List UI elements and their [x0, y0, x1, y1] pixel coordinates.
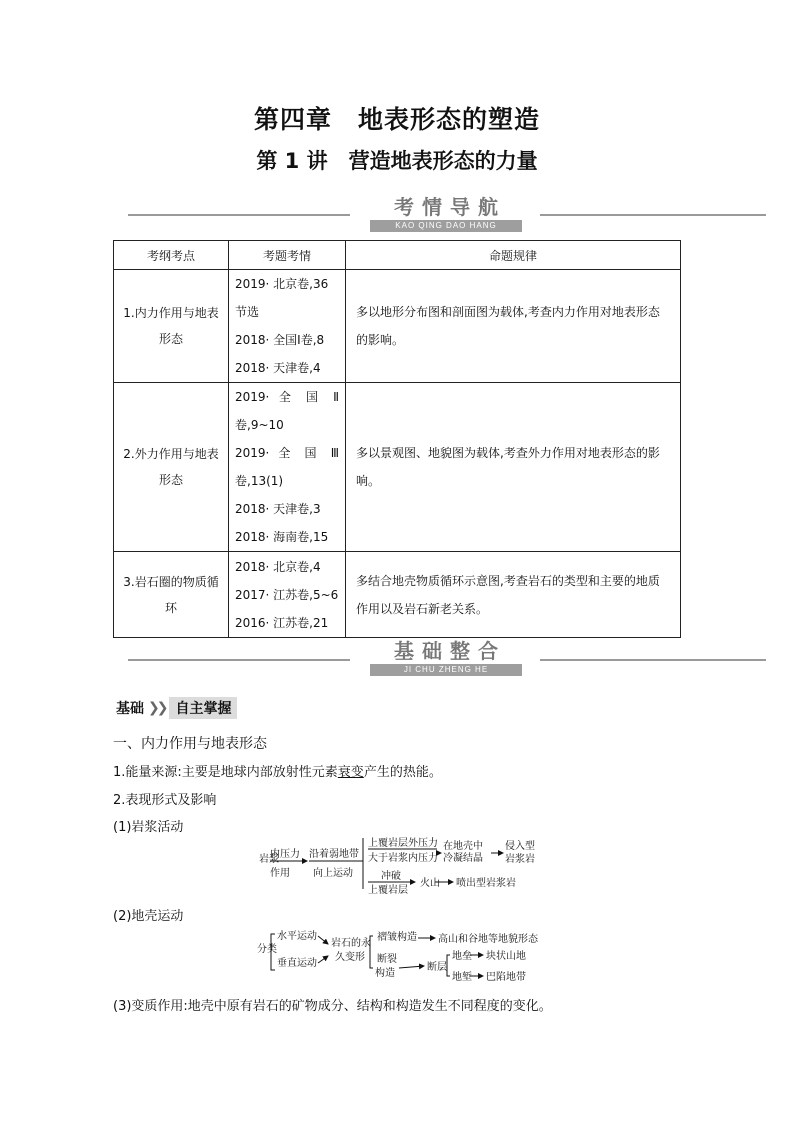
exam-line: 2018· 天津卷,3 — [235, 502, 321, 516]
subheading-crust: (2)地壳运动 — [113, 909, 184, 924]
label-deform-2: 久变形 — [335, 952, 365, 963]
table-row — [114, 270, 681, 383]
label-horst: 地垒 — [452, 951, 472, 962]
key-term: 衰变 — [337, 765, 364, 780]
table-header: 考题考情 — [229, 241, 346, 270]
label-res1-b: 冷凝结晶 — [443, 853, 483, 864]
table-cell-point: 3.岩石圈的物质循环 — [114, 552, 229, 638]
crust-diagram — [255, 926, 545, 988]
exam-line: 卷,9~10 — [235, 418, 284, 432]
paragraph-forms: 2.表现形式及影响 — [113, 793, 217, 808]
label-volcano: 火山 — [420, 878, 440, 889]
table-header: 考纲考点 — [114, 241, 229, 270]
table-cell-exams — [229, 552, 346, 638]
label-deform-1: 岩石的永 — [331, 938, 371, 949]
label-path-1: 沿着弱地带 — [309, 849, 359, 860]
label-cond-2: 大于岩浆内压力 — [368, 853, 438, 864]
lecture-title: 第 1 讲 营造地表形态的力量 — [256, 149, 538, 173]
section-label: 基础 — [116, 701, 144, 717]
table-cell-exams — [229, 383, 346, 552]
heading-neili: 一、内力作用与地表形态 — [113, 736, 267, 752]
band-subtitle-kaoqing: KAO QING DAO HANG — [370, 220, 522, 232]
table-header: 命题规律 — [346, 241, 681, 270]
label-horst-result: 块状山地 — [486, 951, 526, 962]
magma-diagram — [255, 834, 545, 898]
label-force-1: 内压力 — [270, 849, 300, 860]
band-line-right — [540, 214, 766, 216]
exam-line: 2018· 北京卷,4 — [235, 559, 321, 574]
label-fold: 褶皱构造 — [377, 932, 417, 943]
label-graben: 地堑 — [452, 972, 472, 983]
exam-line: 2019· 全 国 Ⅲ — [235, 446, 339, 460]
text: 产生的热能。 — [363, 765, 442, 780]
exam-line: 2017· 江苏卷,5~6 — [235, 587, 339, 602]
exam-line: 2018· 海南卷,15 — [235, 530, 329, 544]
band-title-kaoqing: 考情导航 — [394, 195, 506, 219]
exam-line: 2018· 全国Ⅰ卷,8 — [235, 333, 325, 347]
band-title-jichu: 基础整合 — [394, 639, 506, 663]
table-cell-rule: 多以地形分布图和剖面图为载体,考查内力作用对地表形态的影响。 — [346, 270, 681, 383]
band-subtitle-jichu: JI CHU ZHENG HE — [370, 664, 522, 676]
paragraph-energy — [113, 761, 442, 780]
exam-line: 卷,13(1) — [235, 474, 284, 488]
label-force-2: 作用 — [270, 868, 290, 879]
label-fold-result: 高山和谷地等地貌形态 — [438, 934, 538, 945]
paragraph-metamorphism: (3)变质作用:地壳中原有岩石的矿物成分、结构和构造发生不同程度的变化。 — [113, 999, 552, 1014]
band-line-left — [128, 659, 350, 661]
label-cond-1: 上覆岩层外压力 — [368, 838, 438, 849]
table-header-row — [114, 241, 681, 270]
label-break-2: 上覆岩层 — [368, 885, 408, 896]
label-classify: 分类 — [257, 944, 277, 955]
table-row — [114, 383, 681, 552]
section-header — [116, 697, 237, 719]
label-horizontal: 水平运动 — [277, 931, 317, 942]
table-cell-rule: 多以景观图、地貌图为载体,考查外力作用对地表形态的影响。 — [346, 383, 681, 552]
exam-line: 2019· 全 国 Ⅱ — [235, 390, 339, 404]
label-magma-1: 岩浆 — [259, 854, 279, 865]
label-vertical: 垂直运动 — [277, 958, 317, 969]
label-break-1: 冲破 — [381, 871, 401, 882]
text: 1.能量来源:主要是地球内部放射性元素 — [113, 765, 338, 780]
double-chevron-icon: ❯❯ — [148, 700, 166, 716]
chapter-title: 第四章 地表形态的塑造 — [253, 105, 540, 134]
label-fault-2: 构造 — [375, 968, 395, 979]
exam-table — [113, 240, 681, 638]
label-res1-a: 在地壳中 — [443, 841, 483, 852]
label-rock1-a: 侵入型 — [505, 841, 535, 852]
label-rock1-b: 岩浆岩 — [505, 854, 535, 865]
table-row — [114, 552, 681, 638]
label-path-2: 向上运动 — [313, 868, 353, 879]
subheading-magma: (1)岩浆活动 — [113, 820, 184, 835]
band-line-left — [128, 214, 350, 216]
table-cell-exams — [229, 270, 346, 383]
band-line-right — [540, 659, 766, 661]
section-box-label: 自主掌握 — [169, 697, 237, 719]
table-cell-point: 2.外力作用与地表形态 — [114, 383, 229, 552]
table-cell-point: 1.内力作用与地表形态 — [114, 270, 229, 383]
label-fault-layer: 断层 — [427, 962, 447, 973]
exam-line: 2016· 江苏卷,21 — [235, 615, 329, 630]
label-graben-result: 巴陷地带 — [486, 972, 526, 983]
label-fault-1: 断裂 — [377, 954, 397, 965]
table-cell-rule: 多结合地壳物质循环示意图,考查岩石的类型和主要的地质作用以及岩石新老关系。 — [346, 552, 681, 638]
label-rock2: 喷出型岩浆岩 — [456, 878, 516, 889]
exam-line: 2018· 天津卷,4 — [235, 361, 321, 375]
exam-line: 节选 — [235, 305, 260, 319]
exam-line: 2019· 北京卷,36 — [235, 277, 329, 291]
